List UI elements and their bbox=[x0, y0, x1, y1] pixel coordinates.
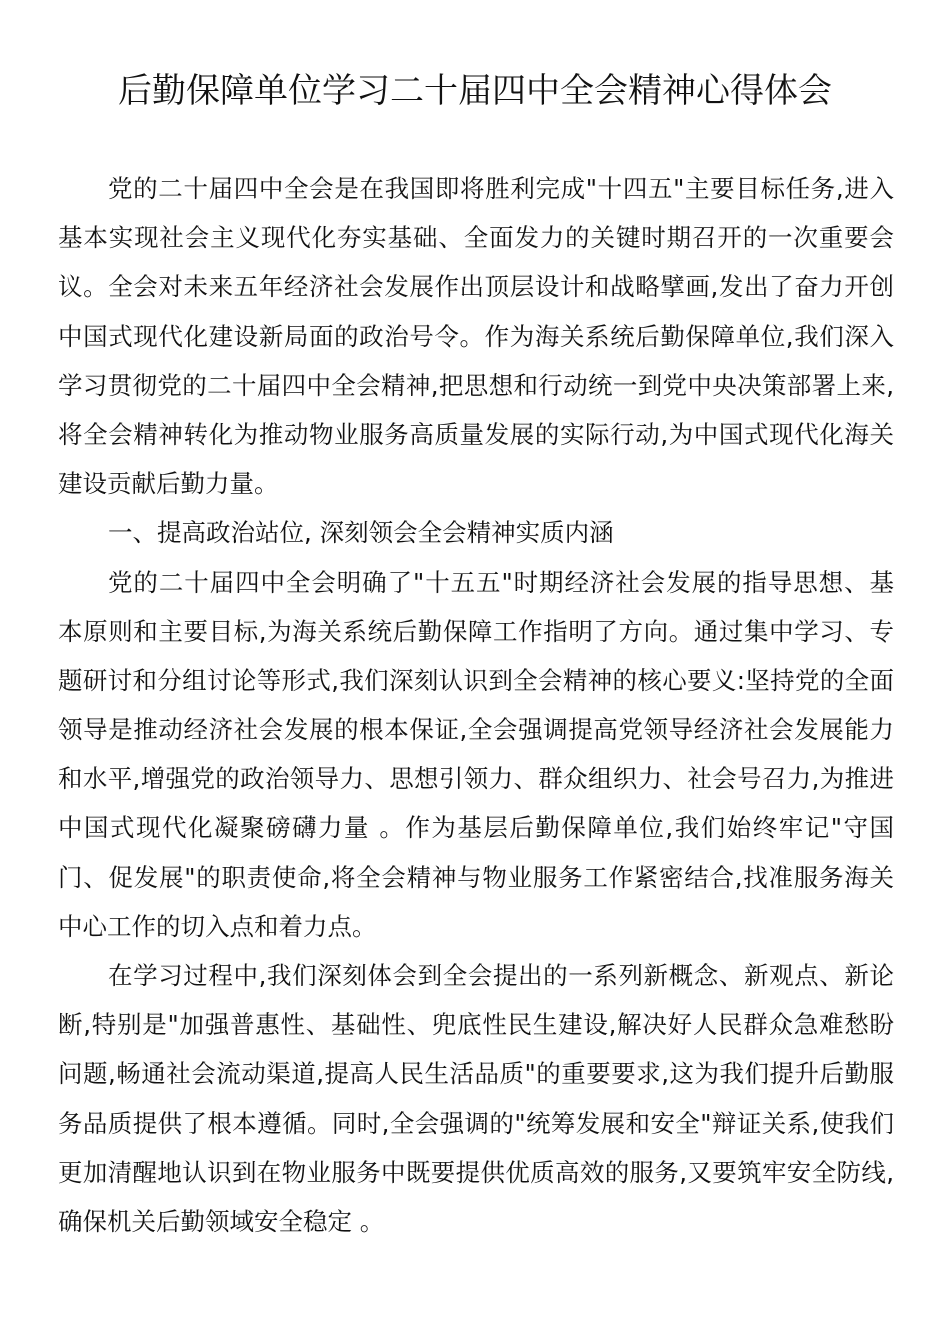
text-line: 问题,畅通社会流动渠道,提高人民生活品质"的重要要求,这为我们提升后勤服 bbox=[58, 1059, 894, 1089]
text-line: 门、促发展"的职责使命,将全会精神与物业服务工作紧密结合,找准服务海关 bbox=[58, 862, 894, 892]
text-line: 和水平,增强党的政治领导力、思想引领力、群众组织力、社会号召力,为推进 bbox=[58, 764, 894, 794]
text-line: 中国式现代化凝聚磅礴力量 。作为基层后勤保障单位,我们始终牢记"守国 bbox=[58, 813, 894, 843]
text-line: 更加清醒地认识到在物业服务中既要提供优质高效的服务,又要筑牢安全防线, bbox=[58, 1157, 894, 1187]
text-line: 断,特别是"加强普惠性、基础性、兜底性民生建设,解决好人民群众急难愁盼 bbox=[58, 1010, 894, 1040]
paragraph-section1-a bbox=[58, 558, 894, 952]
document-title: 后勤保障单位学习二十届四中全会精神心得体会 bbox=[118, 71, 832, 111]
section-heading-text: 一、提高政治站位, 深刻领会全会精神实质内涵 bbox=[108, 518, 614, 548]
text-line: 党的二十届四中全会明确了"十五五"时期经济社会发展的指导思想、基 bbox=[108, 567, 894, 597]
text-line: 务品质提供了根本遵循。同时,全会强调的"统筹发展和安全"辩证关系,使我们 bbox=[58, 1108, 894, 1138]
text-line: 学习贯彻党的二十届四中全会精神,把思想和行动统一到党中央决策部署上来, bbox=[58, 370, 894, 400]
text-line: 在学习过程中,我们深刻体会到全会提出的一系列新概念、新观点、新论 bbox=[108, 961, 894, 990]
text-line: 中国式现代化建设新局面的政治号令。作为海关系统后勤保障单位,我们深入 bbox=[58, 321, 894, 351]
text-line: 确保机关后勤领域安全稳定 。 bbox=[58, 1206, 385, 1236]
text-line: 议。全会对未来五年经济社会发展作出顶层设计和战略擘画,发出了奋力开创 bbox=[58, 272, 894, 302]
paragraph-section1-b bbox=[58, 951, 894, 1246]
text-line: 中心工作的切入点和着力点。 bbox=[58, 911, 377, 941]
text-line: 将全会精神转化为推动物业服务高质量发展的实际行动,为中国式现代化海关 bbox=[58, 419, 894, 449]
text-line: 本原则和主要目标,为海关系统后勤保障工作指明了方向。通过集中学习、专 bbox=[58, 616, 894, 646]
text-line: 题研讨和分组讨论等形式,我们深刻认识到全会精神的核心要义:坚持党的全面 bbox=[58, 665, 894, 695]
text-line: 党的二十届四中全会是在我国即将胜利完成"十四五"主要目标任务,进入 bbox=[108, 174, 894, 203]
section-heading bbox=[58, 508, 894, 557]
text-line: 领导是推动经济社会发展的根本保证,全会强调提高党领导经济社会发展能力 bbox=[58, 715, 894, 745]
text-line: 基本实现社会主义现代化夯实基础、全面发力的关键时期召开的一次重要会 bbox=[58, 223, 894, 253]
paragraph-intro bbox=[58, 164, 894, 508]
text-line: 建设贡献后勤力量。 bbox=[58, 469, 279, 499]
document-body bbox=[58, 164, 894, 1246]
